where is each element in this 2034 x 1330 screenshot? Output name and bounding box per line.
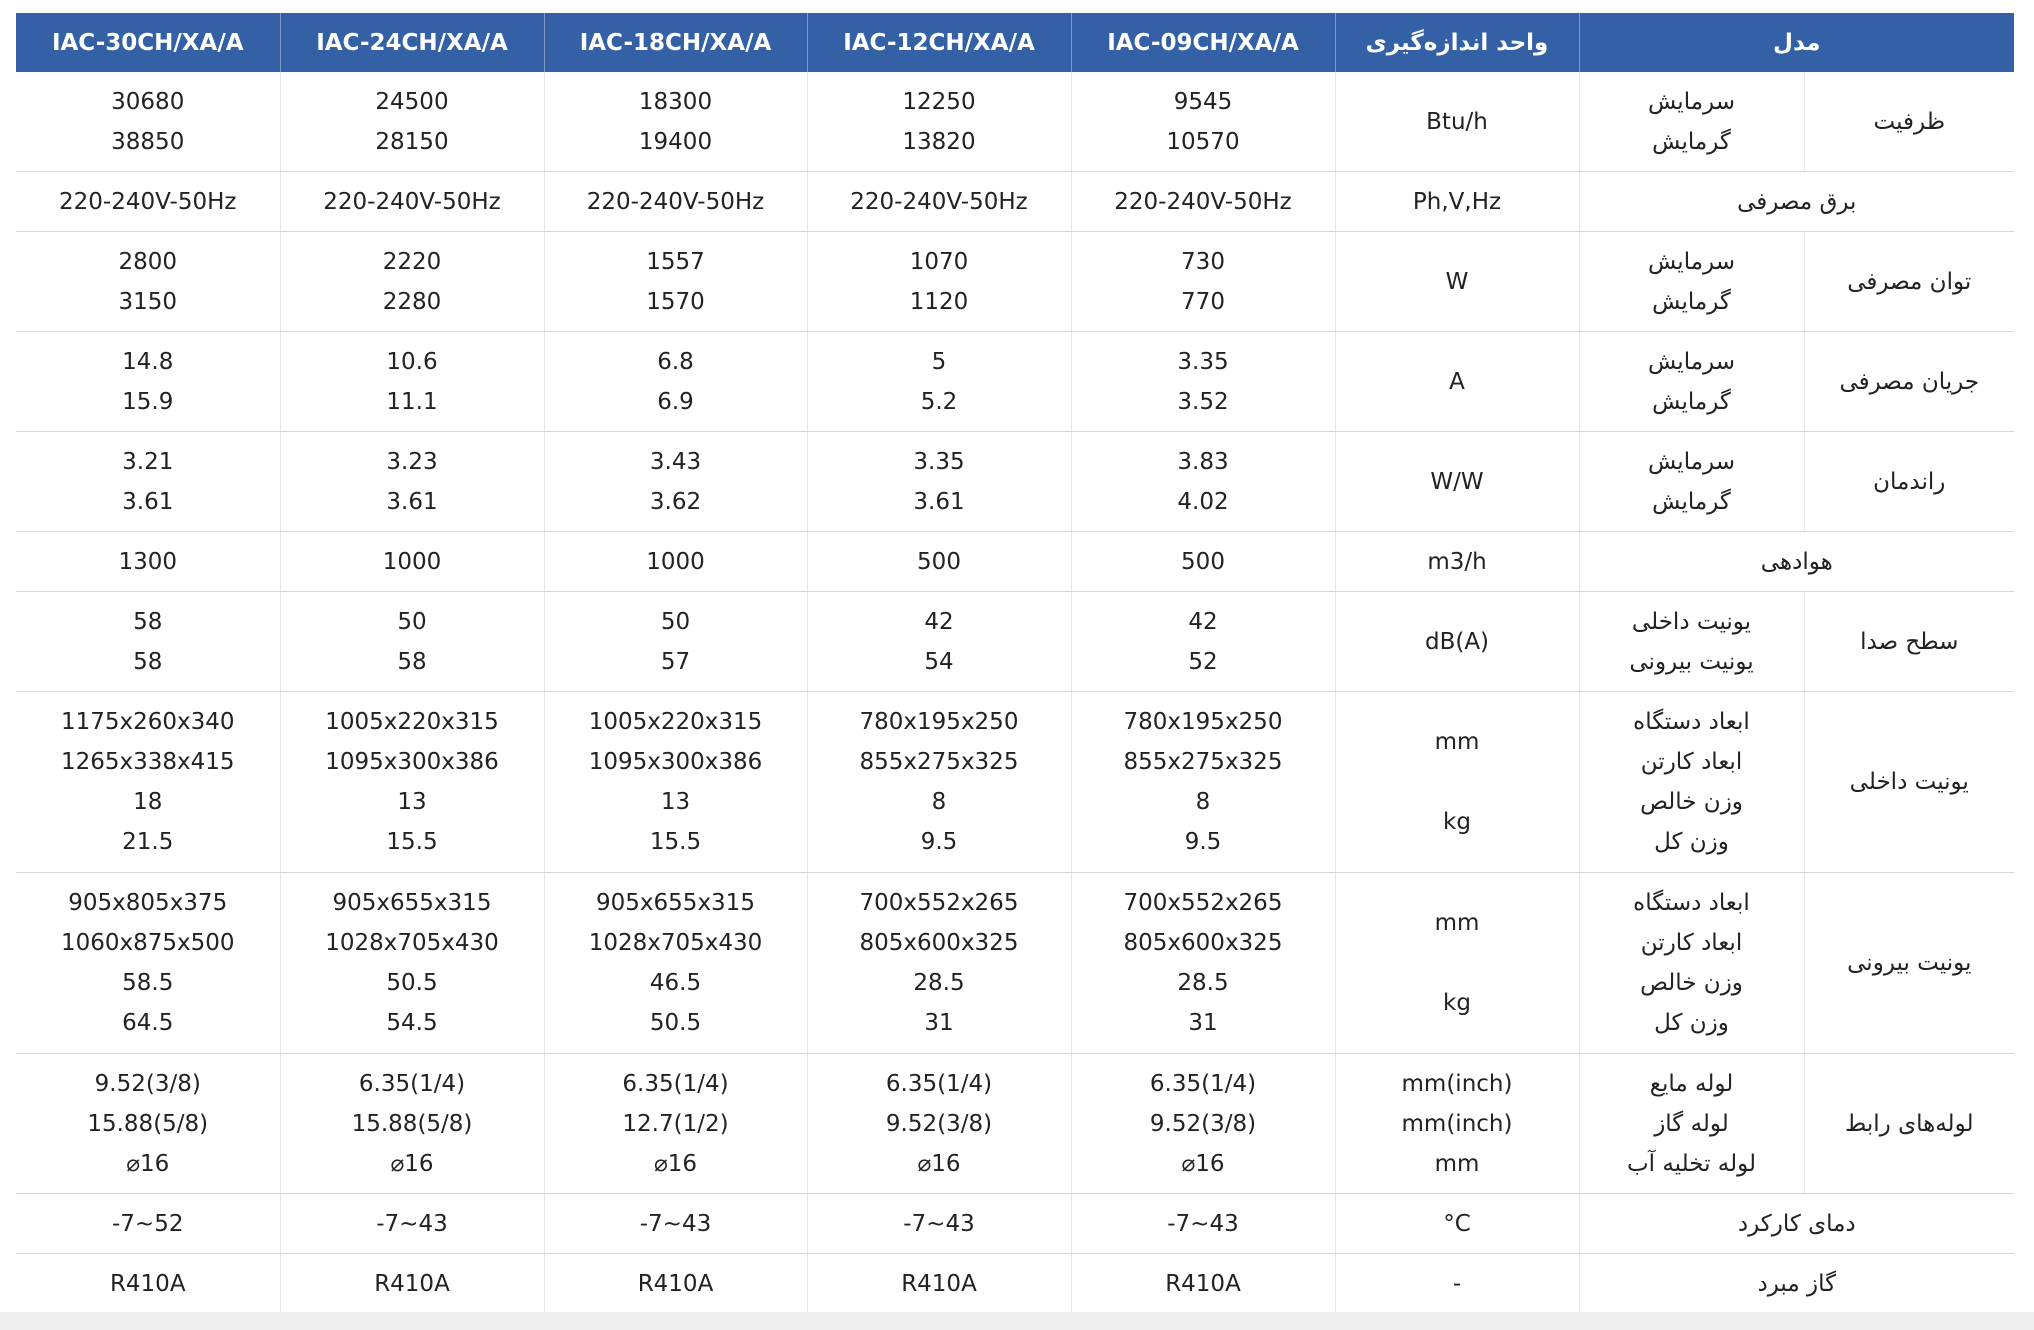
value-line: 54.5 bbox=[386, 1010, 438, 1036]
value-cell bbox=[544, 692, 807, 873]
value-line: 3.62 bbox=[649, 488, 702, 515]
value-cell bbox=[544, 72, 807, 172]
value-line: 30680 bbox=[111, 88, 185, 115]
row-label: توان مصرفی bbox=[1804, 232, 2014, 332]
sub-label: وزن کل bbox=[1654, 829, 1729, 855]
value-line: 57 bbox=[660, 648, 691, 675]
value-line: 1028x705x430 bbox=[325, 930, 499, 956]
value-cell bbox=[1071, 1194, 1335, 1254]
value-cell bbox=[16, 1054, 280, 1194]
value-line: 21.5 bbox=[122, 829, 174, 855]
value-line: 3.61 bbox=[122, 488, 174, 515]
value-cell bbox=[280, 72, 544, 172]
value-cell bbox=[280, 1194, 544, 1254]
value-cell bbox=[807, 332, 1071, 432]
unit-line: A bbox=[1449, 368, 1465, 395]
value-line: -7~43 bbox=[639, 1210, 712, 1237]
value-line: -7~52 bbox=[112, 1210, 184, 1237]
value-line: 2800 bbox=[118, 248, 178, 275]
value-cell bbox=[544, 1054, 807, 1194]
value-line: 1095x300x386 bbox=[325, 749, 499, 775]
sub-label: گرمایش bbox=[1652, 488, 1731, 515]
value-cell bbox=[544, 332, 807, 432]
value-line: 220-240V-50Hz bbox=[850, 188, 1028, 215]
value-cell bbox=[1071, 692, 1335, 873]
sub-label: ابعاد دستگاه bbox=[1633, 709, 1750, 735]
value-line: 5 bbox=[931, 348, 947, 375]
sub-label-cell bbox=[1579, 1054, 1804, 1194]
value-line: 3.43 bbox=[649, 448, 702, 475]
value-line: 58 bbox=[397, 648, 427, 675]
value-cell bbox=[280, 1054, 544, 1194]
sub-label: گرمایش bbox=[1652, 128, 1731, 155]
row-label: هوادهی bbox=[1579, 532, 2014, 592]
value-cell bbox=[807, 532, 1071, 592]
value-line: 14.8 bbox=[122, 348, 174, 375]
value-cell bbox=[16, 432, 280, 532]
value-line: 3.61 bbox=[913, 488, 965, 515]
value-line: 700x552x265 bbox=[859, 890, 1019, 916]
value-line: 805x600x325 bbox=[859, 930, 1019, 956]
value-line: 9.52(3/8) bbox=[885, 1110, 993, 1137]
value-line: 3.52 bbox=[1177, 388, 1229, 415]
spec-row bbox=[16, 532, 2014, 592]
value-line: 24500 bbox=[375, 88, 449, 115]
value-cell bbox=[1071, 172, 1335, 232]
value-line: 3.35 bbox=[913, 448, 965, 475]
unit-cell bbox=[1335, 1194, 1579, 1254]
value-line: 220-240V-50Hz bbox=[323, 188, 501, 215]
value-line: 13820 bbox=[902, 128, 976, 155]
value-cell bbox=[544, 432, 807, 532]
value-line: 1070 bbox=[909, 248, 969, 275]
bottom-strip bbox=[0, 1312, 2034, 1330]
value-line: 220-240V-50Hz bbox=[586, 188, 765, 215]
sub-label: وزن کل bbox=[1654, 1010, 1729, 1036]
value-line: 905x655x315 bbox=[332, 890, 492, 916]
value-line: ⌀16 bbox=[653, 1150, 698, 1177]
value-cell bbox=[280, 332, 544, 432]
value-line: 500 bbox=[917, 548, 961, 575]
value-line: 8 bbox=[931, 789, 947, 815]
value-cell bbox=[807, 1254, 1071, 1314]
value-line: 905x805x375 bbox=[68, 890, 228, 916]
value-cell bbox=[16, 72, 280, 172]
value-line: 780x195x250 bbox=[859, 709, 1019, 735]
value-line: 4.02 bbox=[1177, 488, 1229, 515]
unit-cell bbox=[1335, 532, 1579, 592]
value-line: 1005x220x315 bbox=[325, 709, 499, 735]
value-cell bbox=[807, 592, 1071, 692]
row-label: یونیت داخلی bbox=[1804, 692, 2014, 873]
value-cell bbox=[1071, 332, 1335, 432]
value-cell bbox=[807, 172, 1071, 232]
value-line: 50.5 bbox=[386, 970, 438, 996]
spec-row bbox=[16, 232, 2014, 332]
spec-table bbox=[16, 13, 2014, 1314]
value-cell bbox=[1071, 1254, 1335, 1314]
value-line: 52 bbox=[1188, 648, 1218, 675]
value-line: 31 bbox=[924, 1010, 954, 1036]
value-cell bbox=[1071, 532, 1335, 592]
value-cell bbox=[16, 232, 280, 332]
sub-label-cell bbox=[1579, 873, 1804, 1054]
header-model-2: IAC-24CH/XA/A bbox=[280, 13, 544, 72]
value-line: 1005x220x315 bbox=[588, 709, 763, 735]
value-cell bbox=[807, 873, 1071, 1054]
value-cell bbox=[807, 692, 1071, 873]
value-line: R410A bbox=[374, 1270, 450, 1297]
unit-cell bbox=[1335, 873, 1579, 1054]
value-line: 1265x338x415 bbox=[60, 749, 235, 775]
header-model-4: IAC-12CH/XA/A bbox=[807, 13, 1071, 72]
value-cell bbox=[16, 692, 280, 873]
value-cell bbox=[544, 592, 807, 692]
value-cell bbox=[16, 172, 280, 232]
value-line: 54 bbox=[924, 648, 954, 675]
value-line: 6.8 bbox=[657, 348, 694, 375]
value-line: 6.35(1/4) bbox=[885, 1070, 993, 1097]
value-cell bbox=[280, 232, 544, 332]
row-label: ظرفیت bbox=[1804, 72, 2014, 172]
spec-row bbox=[16, 432, 2014, 532]
unit-cell bbox=[1335, 592, 1579, 692]
header-model-5: IAC-09CH/XA/A bbox=[1071, 13, 1335, 72]
value-line: 42 bbox=[1188, 608, 1218, 635]
value-cell bbox=[544, 873, 807, 1054]
sub-label: گرمایش bbox=[1652, 288, 1731, 315]
value-line: 46.5 bbox=[649, 970, 702, 996]
spec-row bbox=[16, 172, 2014, 232]
row-label: برق مصرفی bbox=[1579, 172, 2014, 232]
value-line: 855x275x325 bbox=[859, 749, 1019, 775]
value-cell bbox=[544, 1194, 807, 1254]
value-line: 15.5 bbox=[649, 829, 702, 855]
value-line: 8 bbox=[1195, 789, 1211, 815]
sub-label: وزن خالص bbox=[1640, 789, 1743, 815]
header-unit: واحد اندازه‌گیری bbox=[1335, 13, 1579, 72]
value-line: 9.5 bbox=[1184, 829, 1222, 855]
value-cell bbox=[280, 592, 544, 692]
value-cell bbox=[1071, 1054, 1335, 1194]
unit-cell bbox=[1335, 232, 1579, 332]
value-line: ⌀16 bbox=[1181, 1150, 1225, 1177]
spec-row bbox=[16, 332, 2014, 432]
unit-line: mm bbox=[1434, 910, 1480, 936]
value-line: 3.21 bbox=[122, 448, 174, 475]
unit-line: W/W bbox=[1430, 468, 1484, 495]
value-line: 58 bbox=[133, 648, 163, 675]
sub-label: یونیت داخلی bbox=[1631, 608, 1752, 635]
unit-cell bbox=[1335, 432, 1579, 532]
value-line: 3150 bbox=[118, 288, 178, 315]
unit-line: m3/h bbox=[1427, 548, 1487, 575]
value-line: R410A bbox=[901, 1270, 977, 1297]
value-line: -7~43 bbox=[376, 1210, 448, 1237]
unit-line: kg bbox=[1443, 809, 1471, 835]
value-cell bbox=[544, 232, 807, 332]
unit-cell bbox=[1335, 1054, 1579, 1194]
sub-label: سرمایش bbox=[1647, 248, 1735, 275]
sub-label-cell bbox=[1579, 72, 1804, 172]
sub-label: ابعاد کارتن bbox=[1640, 749, 1743, 775]
value-line: 730 bbox=[1181, 248, 1225, 275]
value-line: 1175x260x340 bbox=[60, 709, 235, 735]
unit-cell bbox=[1335, 172, 1579, 232]
sub-label-cell bbox=[1579, 592, 1804, 692]
value-line: 28.5 bbox=[913, 970, 965, 996]
sub-label: ابعاد کارتن bbox=[1640, 930, 1743, 956]
sub-label: سرمایش bbox=[1647, 448, 1735, 475]
value-line: R410A bbox=[109, 1270, 186, 1297]
value-line: 6.35(1/4) bbox=[1149, 1070, 1257, 1097]
value-cell bbox=[1071, 72, 1335, 172]
value-line: 3.61 bbox=[386, 488, 438, 515]
unit-line: dB(A) bbox=[1424, 628, 1490, 655]
value-cell bbox=[16, 332, 280, 432]
value-line: 9.5 bbox=[920, 829, 958, 855]
unit-line: W bbox=[1445, 268, 1469, 295]
unit-line: mm(inch) bbox=[1401, 1110, 1513, 1137]
value-line: ⌀16 bbox=[126, 1150, 170, 1177]
value-line: 10.6 bbox=[386, 348, 438, 375]
unit-cell bbox=[1335, 1254, 1579, 1314]
value-line: ⌀16 bbox=[917, 1150, 961, 1177]
row-label: جریان مصرفی bbox=[1804, 332, 2014, 432]
unit-cell bbox=[1335, 332, 1579, 432]
value-line: 780x195x250 bbox=[1123, 709, 1283, 735]
spec-body bbox=[16, 72, 2014, 1314]
value-line: 220-240V-50Hz bbox=[1114, 188, 1292, 215]
value-cell bbox=[280, 873, 544, 1054]
sub-label: لوله مایع bbox=[1649, 1070, 1734, 1097]
spec-row bbox=[16, 1054, 2014, 1194]
sub-label: سرمایش bbox=[1647, 348, 1735, 375]
value-cell bbox=[16, 873, 280, 1054]
value-cell bbox=[280, 172, 544, 232]
value-line: 12250 bbox=[902, 88, 976, 115]
unit-line: °C bbox=[1443, 1210, 1471, 1237]
spec-row bbox=[16, 692, 2014, 873]
value-cell bbox=[280, 432, 544, 532]
value-line: 18 bbox=[133, 789, 163, 815]
value-line: 2280 bbox=[382, 288, 442, 315]
value-line: 220-240V-50Hz bbox=[59, 188, 237, 215]
value-line: 855x275x325 bbox=[1123, 749, 1283, 775]
value-line: 1120 bbox=[909, 288, 969, 315]
sub-label: لوله گاز bbox=[1654, 1110, 1729, 1137]
row-label: راندمان bbox=[1804, 432, 2014, 532]
value-cell bbox=[544, 532, 807, 592]
value-line: 50 bbox=[660, 608, 691, 635]
sub-label-cell bbox=[1579, 232, 1804, 332]
value-cell bbox=[1071, 592, 1335, 692]
value-line: 58 bbox=[133, 608, 163, 635]
unit-line: Ph,V,Hz bbox=[1412, 188, 1502, 215]
value-line: R410A bbox=[637, 1270, 714, 1297]
value-cell bbox=[16, 532, 280, 592]
value-line: 1300 bbox=[118, 548, 178, 575]
unit-cell bbox=[1335, 692, 1579, 873]
value-line: 9.52(3/8) bbox=[1149, 1110, 1257, 1137]
header-model-1: IAC-30CH/XA/A bbox=[16, 13, 280, 72]
value-cell bbox=[280, 692, 544, 873]
row-label: یونیت بیرونی bbox=[1804, 873, 2014, 1054]
value-line: 15.9 bbox=[122, 388, 174, 415]
value-line: 500 bbox=[1181, 548, 1225, 575]
value-line: 12.7(1/2) bbox=[622, 1110, 729, 1137]
sub-label: گرمایش bbox=[1652, 388, 1731, 415]
value-line: 50 bbox=[397, 608, 427, 635]
value-line: 6.35(1/4) bbox=[622, 1070, 729, 1097]
value-line: 1570 bbox=[646, 288, 705, 315]
unit-line: Btu/h bbox=[1426, 108, 1488, 135]
value-line: 9.52(3/8) bbox=[94, 1070, 201, 1097]
value-line: -7~43 bbox=[1167, 1210, 1239, 1237]
value-cell bbox=[1071, 232, 1335, 332]
value-line: 13 bbox=[660, 789, 691, 815]
value-line: 15.88(5/8) bbox=[351, 1110, 473, 1137]
value-line: ⌀16 bbox=[390, 1150, 434, 1177]
value-line: -7~43 bbox=[903, 1210, 975, 1237]
value-line: 1060x875x500 bbox=[60, 930, 235, 956]
sub-label: لوله تخلیه آب bbox=[1626, 1150, 1757, 1177]
value-cell bbox=[16, 1254, 280, 1314]
value-cell bbox=[544, 1254, 807, 1314]
value-cell bbox=[280, 1254, 544, 1314]
value-cell bbox=[807, 1194, 1071, 1254]
header-model-label: مدل bbox=[1579, 13, 2014, 72]
value-cell bbox=[544, 172, 807, 232]
value-cell bbox=[807, 72, 1071, 172]
value-cell bbox=[16, 1194, 280, 1254]
value-line: 1028x705x430 bbox=[588, 930, 763, 956]
value-line: 2220 bbox=[382, 248, 442, 275]
value-line: 3.23 bbox=[386, 448, 438, 475]
spec-row bbox=[16, 592, 2014, 692]
value-line: 1000 bbox=[382, 548, 442, 575]
unit-line: mm(inch) bbox=[1401, 1070, 1513, 1097]
value-line: 5.2 bbox=[920, 388, 958, 415]
value-cell bbox=[1071, 432, 1335, 532]
value-line: 6.35(1/4) bbox=[358, 1070, 466, 1097]
sub-label-cell bbox=[1579, 332, 1804, 432]
sub-label-cell bbox=[1579, 432, 1804, 532]
unit-cell bbox=[1335, 72, 1579, 172]
value-line: 3.35 bbox=[1177, 348, 1229, 375]
value-line: 15.88(5/8) bbox=[87, 1110, 209, 1137]
row-label: سطح صدا bbox=[1804, 592, 2014, 692]
unit-line: mm bbox=[1434, 729, 1480, 755]
value-line: 11.1 bbox=[386, 388, 438, 415]
value-line: 13 bbox=[397, 789, 427, 815]
value-line: 1095x300x386 bbox=[588, 749, 763, 775]
value-cell bbox=[280, 532, 544, 592]
header-row bbox=[16, 13, 2014, 72]
unit-line: mm bbox=[1434, 1150, 1480, 1177]
value-cell bbox=[16, 592, 280, 692]
sub-label: وزن خالص bbox=[1640, 970, 1743, 996]
value-line: 905x655x315 bbox=[596, 890, 755, 916]
value-cell bbox=[807, 432, 1071, 532]
value-line: 28150 bbox=[375, 128, 449, 155]
value-cell bbox=[807, 1054, 1071, 1194]
value-cell bbox=[807, 232, 1071, 332]
value-line: 18300 bbox=[638, 88, 713, 115]
row-label: دمای کارکرد bbox=[1579, 1194, 2014, 1254]
value-line: 15.5 bbox=[386, 829, 438, 855]
value-line: 9545 bbox=[1173, 88, 1233, 115]
spec-row bbox=[16, 1254, 2014, 1314]
value-line: 64.5 bbox=[122, 1010, 174, 1036]
spec-row bbox=[16, 72, 2014, 172]
value-line: 1557 bbox=[646, 248, 705, 275]
sub-label: ابعاد دستگاه bbox=[1633, 890, 1750, 916]
value-line: 38850 bbox=[111, 128, 185, 155]
value-line: 19400 bbox=[638, 128, 713, 155]
header-model-3: IAC-18CH/XA/A bbox=[544, 13, 807, 72]
value-line: 770 bbox=[1181, 288, 1225, 315]
value-line: 42 bbox=[924, 608, 954, 635]
value-line: 1000 bbox=[646, 548, 705, 575]
value-line: 700x552x265 bbox=[1123, 890, 1283, 916]
spec-row bbox=[16, 873, 2014, 1054]
value-cell bbox=[1071, 873, 1335, 1054]
value-line: 6.9 bbox=[657, 388, 694, 415]
row-label: لوله‌های رابط bbox=[1804, 1054, 2014, 1194]
unit-line: kg bbox=[1443, 990, 1471, 1016]
value-line: 10570 bbox=[1166, 128, 1240, 155]
sub-label: یونیت بیرونی bbox=[1629, 648, 1754, 675]
unit-line: - bbox=[1452, 1270, 1462, 1297]
value-line: 58.5 bbox=[122, 970, 174, 996]
spec-row bbox=[16, 1194, 2014, 1254]
value-line: 31 bbox=[1188, 1010, 1218, 1036]
sub-label: سرمایش bbox=[1647, 88, 1735, 115]
value-line: 28.5 bbox=[1177, 970, 1229, 996]
row-label: گاز مبرد bbox=[1579, 1254, 2014, 1314]
value-line: 805x600x325 bbox=[1123, 930, 1283, 956]
value-line: 50.5 bbox=[649, 1010, 702, 1036]
value-line: R410A bbox=[1165, 1270, 1241, 1297]
sub-label-cell bbox=[1579, 692, 1804, 873]
value-line: 3.83 bbox=[1177, 448, 1229, 475]
